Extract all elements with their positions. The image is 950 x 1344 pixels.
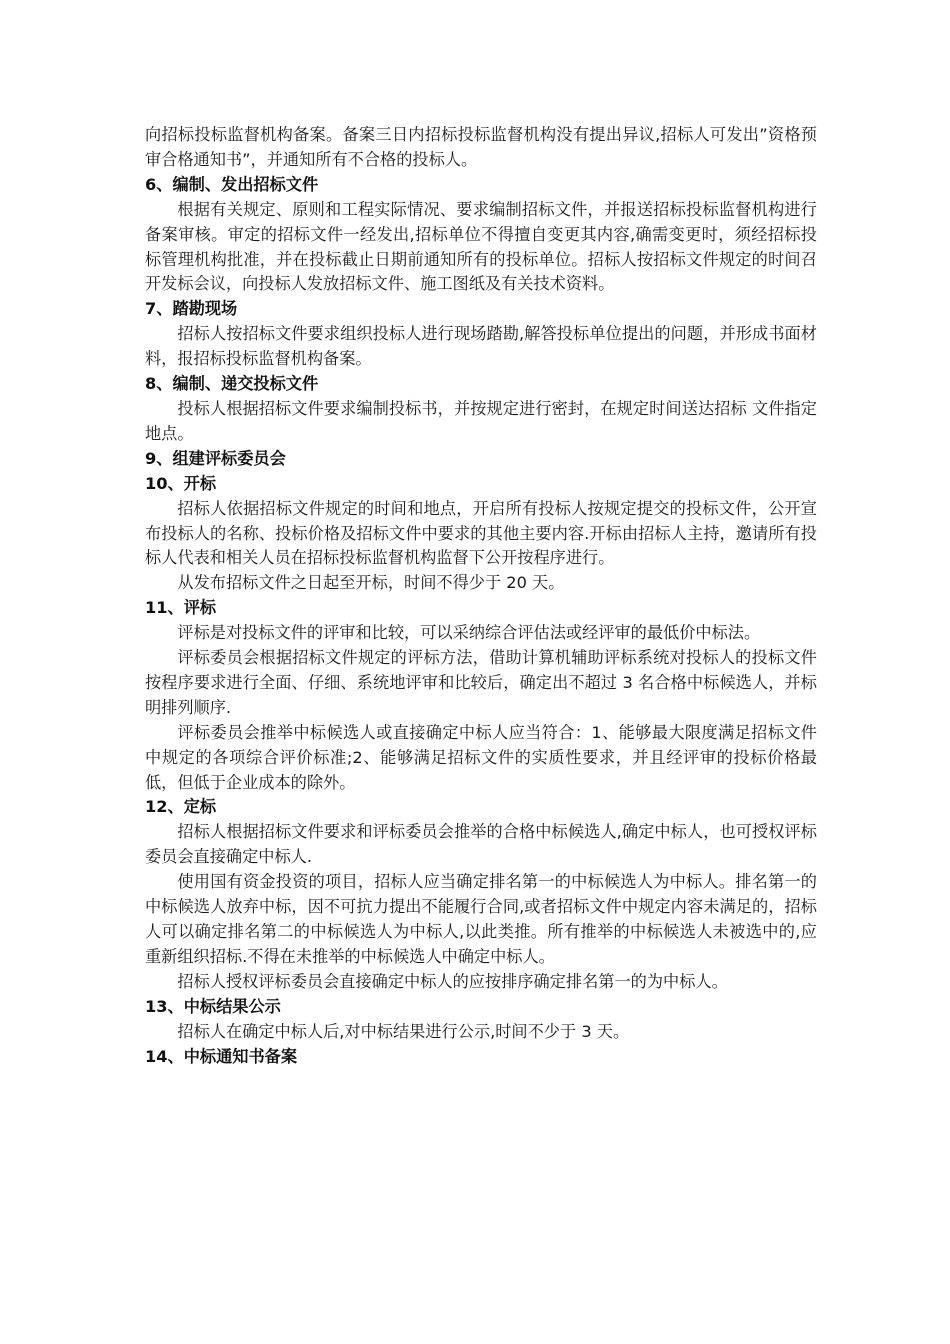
paragraph-bid-opening: 招标人依据招标文件规定的时间和地点，开启所有投标人按规定提交的投标文件，公开宣布投标人的名称、投标价格及招标文件中要求的其他主要内容.开标由招标人主持，邀请所有投标人代表和相关人员在招标投标监督机构监督下公开按程序进行。 xyxy=(145,498,817,568)
section-heading-13: 13、中标结果公示 xyxy=(145,996,281,1016)
paragraph-result-publicity: 招标人在确定中标人后,对中标结果进行公示,时间不少于 3 天。 xyxy=(177,1021,630,1041)
section-heading-14: 14、中标通知书备案 xyxy=(145,1046,298,1066)
paragraph-evaluation-criteria: 评标委员会推举中标候选人或直接确定中标人应当符合：1、能够最大限度满足招标文件中规定的各项综合评价标准;2、能够满足招标文件的实质性要求，并且经评审的投标价格最低，但低于企业成本的除外。 xyxy=(145,722,817,792)
paragraph-evaluation-method: 评标是对投标文件的评审和比较，可以采纳综合评估法或经评审的最低价中标法。 xyxy=(177,623,761,643)
paragraph-award-decision: 招标人根据招标文件要求和评标委员会推举的合格中标候选人,确定中标人，也可授权评标委员会直接确定中标人. xyxy=(145,822,817,867)
paragraph-bid-opening-period: 从发布招标文件之日起至开标，时间不得少于 20 天。 xyxy=(177,573,565,593)
paragraph-continued: 向招标投标监督机构备案。备案三日内招标投标监督机构没有提出异议,招标人可发出”资格预审合格通知书”，并通知所有不合格的投标人。 xyxy=(145,125,817,169)
section-heading-12: 12、定标 xyxy=(145,797,217,817)
paragraph-state-funded-projects: 使用国有资金投资的项目，招标人应当确定排名第一的中标候选人为中标人。排名第一的中标候选人放弃中标，因不可抗力提出不能履行合同,或者招标文件中规定内容未满足的，招标人可以确定排名第二的中标候选人为中标人,以此类推。所有推举的中标候选人未被选中的,应重新组织招标.不得在未推举的中标候选人中确定中标人。 xyxy=(145,872,817,966)
section-heading-11: 11、评标 xyxy=(145,598,217,618)
paragraph-authorized-award: 招标人授权评标委员会直接确定中标人的应按排序确定排名第一的为中标人。 xyxy=(177,971,728,991)
paragraph-site-visit: 招标人按招标文件要求组织投标人进行现场踏勘,解答投标单位提出的问题，并形成书面材料，报招标投标监督机构备案。 xyxy=(145,324,817,369)
section-heading-9: 9、组建评标委员会 xyxy=(145,448,286,468)
section-heading-8: 8、编制、递交投标文件 xyxy=(145,374,319,394)
section-heading-7: 7、踏勘现场 xyxy=(145,299,238,319)
paragraph-tender-docs: 根据有关规定、原则和工程实际情况、要求编制招标文件，并报送招标投标监督机构进行备案审核。审定的招标文件一经发出,招标单位不得擅自变更其内容,确需变更时，须经招标投标管理机构批准，并在投标截止日期前通知所有的投标单位。招标人按招标文件规定的时间召开发标会议，向投标人发放招标文件、施工图纸及有关技术资料。 xyxy=(145,199,817,294)
document-body xyxy=(145,123,817,1069)
paragraph-evaluation-committee: 评标委员会根据招标文件规定的评标方法，借助计算机辅助评标系统对投标人的投标文件按程序要求进行全面、仔细、系统地评审和比较后，确定出不超过 3 名合格中标候选人，并标明排列顺序. xyxy=(145,648,817,717)
paragraph-bid-docs: 投标人根据招标文件要求编制投标书，并按规定进行密封，在规定时间送达招标 文件指定地点。 xyxy=(145,398,817,443)
section-heading-10: 10、开标 xyxy=(145,473,217,493)
section-heading-6: 6、编制、发出招标文件 xyxy=(145,174,319,194)
